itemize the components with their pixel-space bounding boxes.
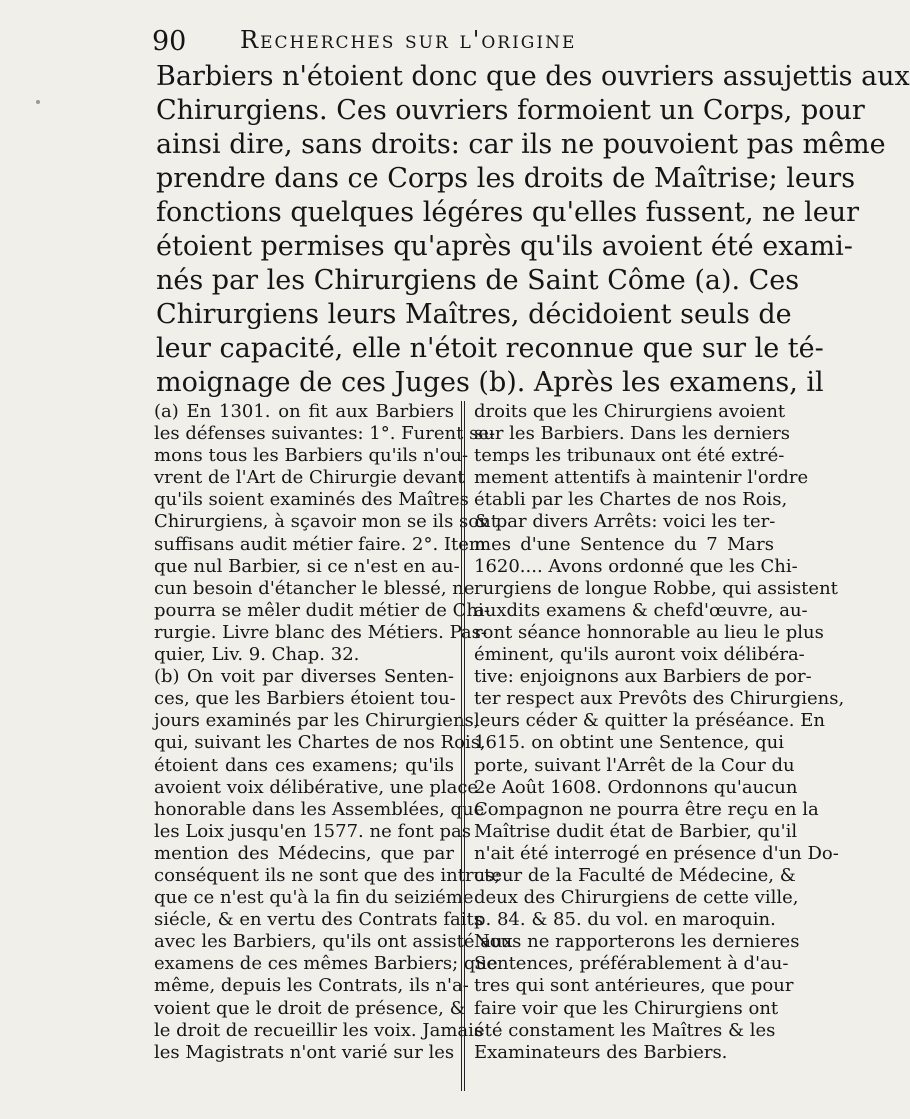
footnote-line: ront séance honnorable au lieu le plus — [474, 621, 824, 643]
footnote-line: établi par les Chartes de nos Rois, — [474, 489, 788, 511]
footnote-line: Sentences, préférablement à d'au- — [474, 953, 789, 975]
footnote-line: porte, suivant l'Arrêt de la Cour du — [474, 754, 795, 776]
footnote-line: mement attentifs à maintenir l'ordre — [474, 467, 809, 489]
footnote-line: éminent, qu'ils auront voix délibéra- — [474, 644, 805, 666]
footnote-line: étoient dans ces examens; qu'ils — [154, 754, 454, 776]
footnote-line: droits que les Chirurgiens avoient — [474, 401, 786, 422]
footnote-line: conséquent ils ne sont que des intrus; — [154, 864, 501, 886]
footnote-line: p. 84. & 85. du vol. en maroquin. — [474, 909, 776, 931]
footnote-line: les Magistrats n'ont varié sur les — [154, 1041, 455, 1063]
text-line: fonctions quelques légéres qu'elles fussent, ne leur — [156, 197, 860, 228]
footnote-line: jours examinés par les Chirurgiens, — [154, 710, 480, 732]
text-line: Barbiers n'étoient donc que des ouvriers assujettis aux — [156, 61, 910, 92]
page-header — [152, 26, 772, 56]
footnote-line: les défenses suivantes: 1°. Furent se- — [154, 423, 496, 445]
footnote-line: Maîtrise dudit état de Barbier, qu'il — [474, 820, 798, 842]
footnote-line: qu'ils soient examinés des Maîtres — [154, 489, 469, 511]
footnote-line: avoient voix délibérative, une place — [154, 776, 479, 798]
footnote-line: pourra se mêler dudit métier de Chi- — [154, 599, 490, 621]
footnote-line: (b) On voit par diverses Senten- — [154, 666, 454, 688]
footnotes — [152, 401, 845, 1091]
footnote-line: mes d'une Sentence du 7 Mars — [474, 533, 774, 555]
footnote-line: deux des Chirurgiens de cette ville, — [474, 887, 799, 909]
footnote-line: cun besoin d'étancher le blessé, ne — [154, 577, 475, 599]
footnote-line: ter respect aux Prevôts des Chirurgiens, — [474, 688, 845, 710]
footnote-line: voient que le droit de présence, & — [154, 997, 466, 1019]
footnote-line: mention des Médecins, que par — [154, 842, 454, 864]
footnote-line: siécle, & en vertu des Contrats faits — [154, 909, 483, 931]
footnote-line: vrent de l'Art de Chirurgie devant — [154, 467, 465, 489]
footnote-line: qui, suivant les Chartes de nos Rois, — [154, 732, 486, 754]
text-line: Chirurgiens leurs Maîtres, décidoient seuls de — [156, 299, 792, 330]
footnote-line: (a) En 1301. on fit aux Barbiers — [154, 401, 454, 422]
text-line: leur capacité, elle n'étoit reconnue que sur le té- — [156, 333, 824, 364]
footnote-line: n'ait été interrogé en présence d'un Do- — [474, 842, 839, 864]
footnote-line: Chirurgiens, à sçavoir mon se ils sont — [154, 511, 498, 533]
footnote-line: rurgie. Livre blanc des Métiers. Pas- — [154, 621, 487, 643]
footnote-line: été constament les Maîtres & les — [474, 1019, 776, 1041]
margin-spot — [36, 100, 40, 104]
footnote-line: Compagnon ne pourra être reçu en la — [474, 798, 819, 820]
footnote-line: mons tous les Barbiers qu'ils n'ou- — [154, 445, 469, 467]
footnote-line: examens de ces mêmes Barbiers; que — [154, 953, 498, 975]
text-line: nés par les Chirurgiens de Saint Côme (a). Ces — [156, 265, 800, 296]
footnote-line: tres qui sont antérieures, que pour — [474, 975, 794, 997]
text-line: Chirurgiens. Ces ouvriers formoient un Corps, pour — [156, 95, 865, 126]
footnote-line: leurs céder & quitter la préséance. En — [474, 710, 825, 732]
footnote-line: 2e Août 1608. Ordonnons qu'aucun — [474, 776, 798, 798]
footnote-line: le droit de recueillir les voix. Jamais — [154, 1019, 484, 1041]
running-head: Recherches sur l'origine — [240, 26, 577, 54]
text-line: étoient permises qu'après qu'ils avoient été exami- — [156, 231, 853, 262]
main-paragraph — [156, 60, 910, 400]
footnote-line: faire voir que les Chirurgiens ont — [474, 997, 779, 1019]
footnotes-left-column — [154, 401, 513, 1064]
text-line: prendre dans ce Corps les droits de Maîtrise; leurs — [156, 163, 856, 194]
footnote-line: sur les Barbiers. Dans les derniers — [474, 423, 791, 445]
footnote-line: quier, Liv. 9. Chap. 32. — [154, 644, 360, 666]
footnote-line: honorable dans les Assemblées, que — [154, 798, 485, 820]
footnote-line: temps les tribunaux ont été extré- — [474, 445, 785, 467]
footnote-line: suffisans audit métier faire. 2°. Item — [154, 533, 486, 555]
footnote-line: Nous ne rapporterons les dernieres — [474, 931, 800, 953]
footnote-line: rurgiens de longue Robbe, qui assistent — [474, 577, 838, 599]
footnote-line: avec les Barbiers, qu'ils ont assisté aux — [154, 931, 513, 953]
footnote-line: cteur de la Faculté de Médecine, & — [474, 864, 796, 886]
footnote-line: 1615. on obtint une Sentence, qui — [474, 732, 784, 754]
footnote-line: ces, que les Barbiers étoient tou- — [154, 688, 456, 710]
footnote-line: 1620.... Avons ordonné que les Chi- — [474, 555, 798, 577]
footnote-line: tive: enjoignons aux Barbiers de por- — [474, 666, 812, 688]
footnote-line: même, depuis les Contrats, ils n'a- — [154, 975, 469, 997]
text-line: moignage de ces Juges (b). Après les examens, il — [156, 367, 824, 398]
footnote-line: les Loix jusqu'en 1577. ne font pas — [154, 820, 471, 842]
footnotes-right-column — [474, 401, 845, 1064]
page-number: 90 — [152, 26, 187, 57]
footnote-line: que nul Barbier, si ce n'est en au- — [154, 555, 460, 577]
footnote-line: auxdits examens & chefd'œuvre, au- — [474, 599, 808, 621]
column-divider — [461, 401, 465, 1091]
footnote-line: & par divers Arrêts: voici les ter- — [474, 511, 776, 533]
footnote-line: que ce n'est qu'à la fin du seiziéme — [154, 887, 474, 909]
footnote-line: Examinateurs des Barbiers. — [474, 1041, 728, 1063]
text-line: ainsi dire, sans droits: car ils ne pouvoient pas même — [156, 129, 886, 160]
